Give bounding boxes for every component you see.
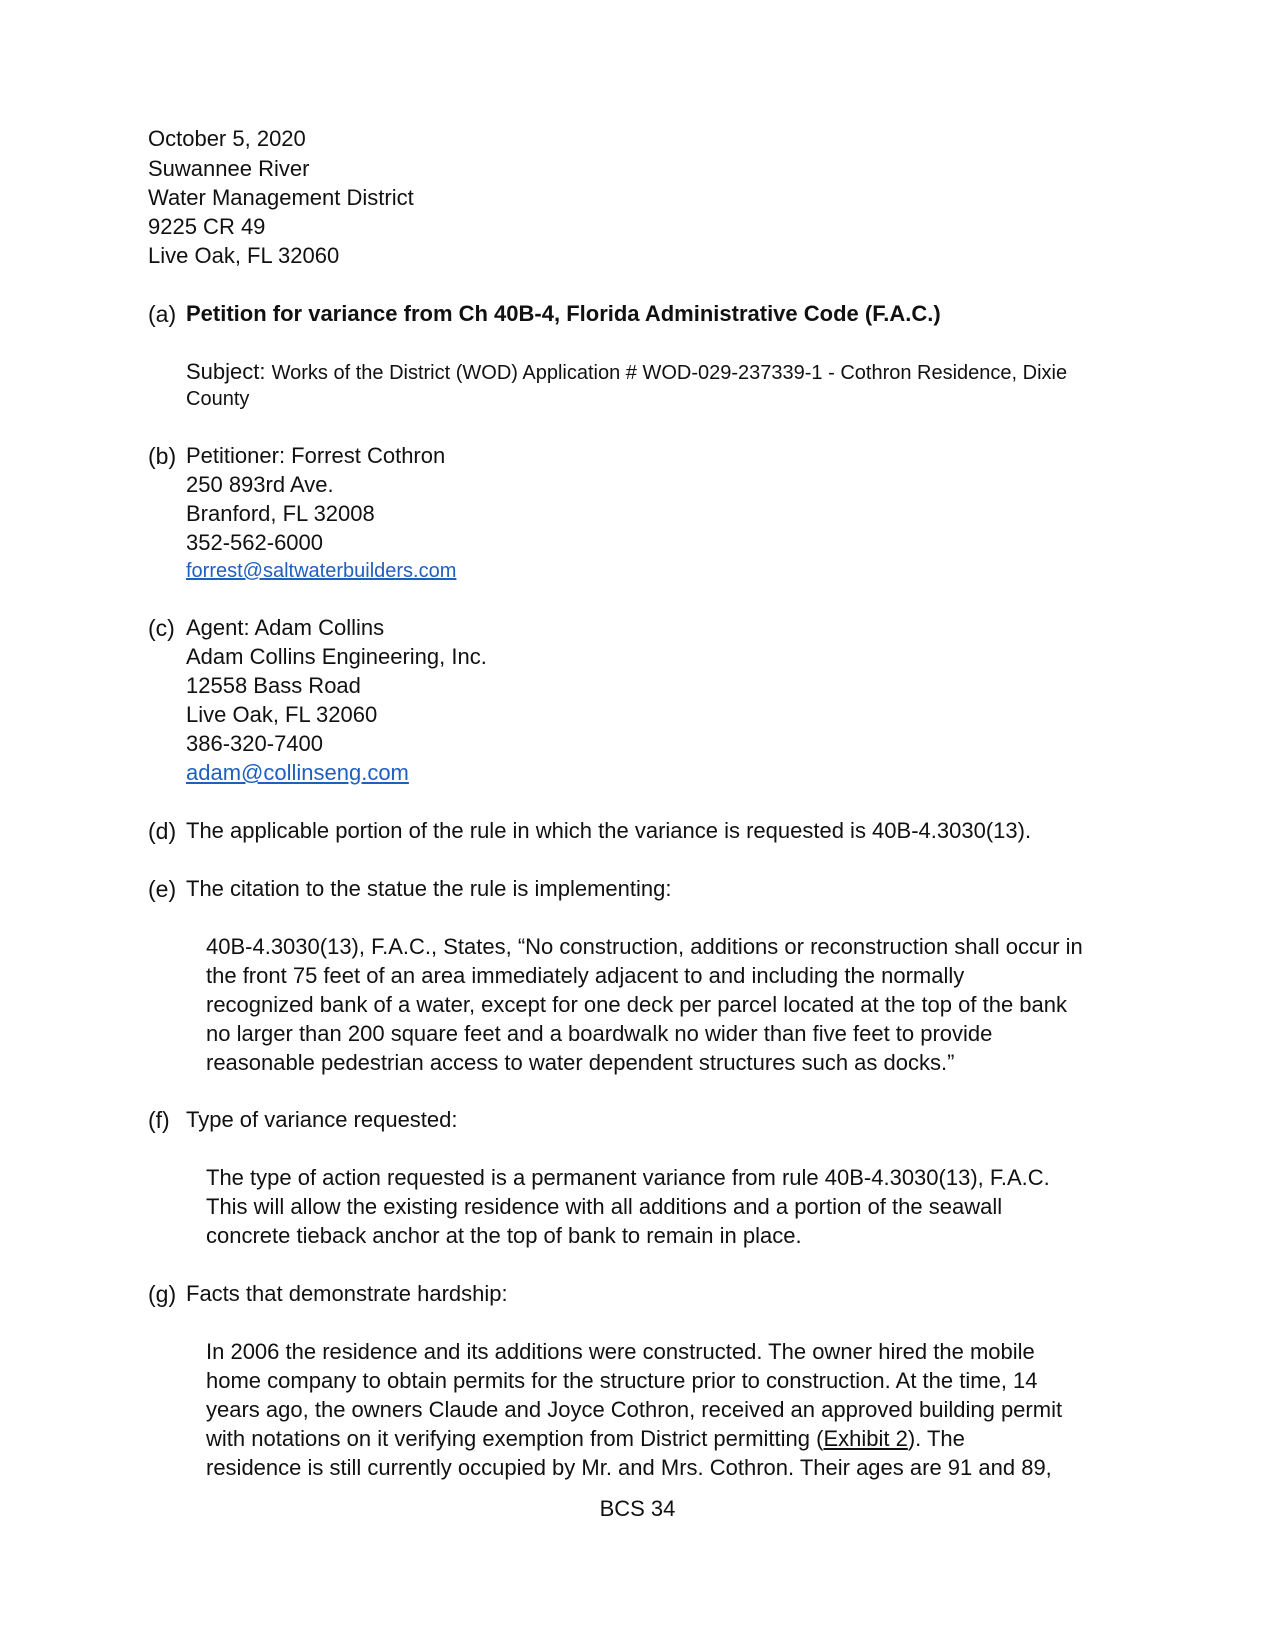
- rule-quote-line: recognized bank of a water, except for one deck per parcel located at the top of the bank: [206, 992, 1067, 1017]
- subject-line: [186, 357, 1067, 388]
- subject-label: Subject:: [186, 359, 266, 384]
- section-marker-f: (f): [148, 1107, 170, 1133]
- rule-quote-line: the front 75 feet of an area immediately adjacent to and including the normally: [206, 963, 965, 988]
- page-footer: BCS 34: [599, 1496, 676, 1521]
- recipient-line: Water Management District: [148, 185, 414, 210]
- recipient-line: Live Oak, FL 32060: [148, 243, 340, 268]
- rule-quote-line: 40B-4.3030(13), F.A.C., States, “No construction, additions or reconstruction shall occur in: [206, 934, 1083, 959]
- variance-type-line: The type of action requested is a permanent variance from rule 40B-4.3030(13), F.A.C.: [206, 1165, 1050, 1190]
- recipient-line: 9225 CR 49: [148, 214, 266, 239]
- agent-line: 12558 Bass Road: [186, 673, 361, 698]
- section-marker-d: (d): [148, 818, 177, 844]
- petitioner-line: Branford, FL 32008: [186, 501, 375, 526]
- agent-line: Agent: Adam Collins: [186, 615, 385, 640]
- rule-quote-line: reasonable pedestrian access to water dependent structures such as docks.”: [206, 1050, 955, 1075]
- letter-date: October 5, 2020: [148, 126, 306, 151]
- petitioner-line: 250 893rd Ave.: [186, 472, 334, 497]
- section-marker-a: (a): [148, 301, 177, 327]
- hardship-line: [206, 1424, 965, 1454]
- subject-text: Works of the District (WOD) Application # WOD-029-237339-1 - Cothron Residence, Dixie: [271, 362, 1068, 384]
- agent-line: Live Oak, FL 32060: [186, 702, 378, 727]
- hardship-line: home company to obtain permits for the structure prior to construction. At the time, 14: [206, 1368, 1038, 1393]
- hardship-heading: Facts that demonstrate hardship:: [186, 1281, 508, 1306]
- rule-quote-line: no larger than 200 square feet and a boardwalk no wider than five feet to provide: [206, 1021, 993, 1046]
- agent-phone: 386-320-7400: [186, 731, 324, 756]
- agent-line: Adam Collins Engineering, Inc.: [186, 644, 487, 669]
- hardship-text: with notations on it verifying exemption from District permitting (: [206, 1426, 824, 1451]
- petition-title: Petition for variance from Ch 40B-4, Florida Administrative Code (F.A.C.): [186, 301, 941, 326]
- section-marker-g: (g): [148, 1281, 177, 1307]
- hardship-text: ). The: [907, 1426, 965, 1451]
- hardship-line: residence is still currently occupied by Mr. and Mrs. Cothron. Their ages are 91 and 89,: [206, 1455, 1052, 1480]
- hardship-line: In 2006 the residence and its additions were constructed. The owner hired the mobile: [206, 1339, 1035, 1364]
- subject-text-cont: County: [186, 388, 250, 410]
- rule-portion-text: The applicable portion of the rule in which the variance is requested is 40B-4.3030(13).: [186, 818, 1032, 843]
- variance-type-heading: Type of variance requested:: [186, 1107, 458, 1132]
- section-marker-c: (c): [148, 615, 175, 641]
- hardship-line: years ago, the owners Claude and Joyce Cothron, received an approved building permit: [206, 1397, 1063, 1422]
- recipient-line: Suwannee River: [148, 156, 310, 181]
- agent-email-link[interactable]: adam@collinseng.com: [186, 760, 409, 785]
- petitioner-email-link[interactable]: forrest@saltwaterbuilders.com: [186, 560, 457, 582]
- exhibit-2-link[interactable]: Exhibit 2: [823, 1426, 908, 1451]
- petitioner-phone: 352-562-6000: [186, 530, 324, 555]
- section-marker-b: (b): [148, 443, 177, 469]
- petitioner-line: Petitioner: Forrest Cothron: [186, 443, 446, 468]
- section-marker-e: (e): [148, 876, 177, 902]
- variance-type-line: concrete tieback anchor at the top of bank to remain in place.: [206, 1223, 802, 1248]
- statute-citation-heading: The citation to the statue the rule is implementing:: [186, 876, 672, 901]
- variance-type-line: This will allow the existing residence with all additions and a portion of the seawall: [206, 1194, 1003, 1219]
